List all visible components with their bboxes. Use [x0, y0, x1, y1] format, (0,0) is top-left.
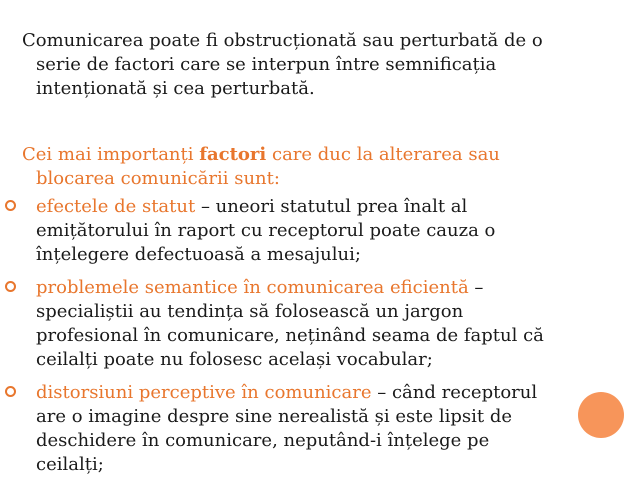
bullet-text — [36, 381, 596, 477]
bullet-line: înțelegere defectuoasă a mesajului; — [36, 244, 361, 265]
bullet-term: problemele semantice în comunicarea eficientă — [36, 277, 469, 298]
bullet-line: emițătorului în raport cu receptorul poate cauza o — [36, 220, 496, 241]
bullet-line: are o imagine despre sine nerealistă și este lipsit de — [36, 406, 512, 427]
bullet-term: efectele de statut — [36, 196, 196, 217]
bullet-rest: – uneori statutul prea înalt al — [195, 196, 468, 217]
heading-part-1: Cei mai importanți — [22, 144, 200, 165]
heading-bold-factori: factori — [199, 144, 267, 165]
bullet-line: ceilalți poate nu folosesc același vocabular; — [36, 349, 433, 370]
bullet-term: distorsiuni perceptive în comunicare — [36, 382, 372, 403]
heading-line-2: blocarea comunicării sunt: — [36, 168, 280, 189]
bullet-rest: – — [468, 277, 484, 298]
bullet-line: specialiștii au tendința să folosească un jargon — [36, 301, 464, 322]
bullet-line: profesional în comunicare, neținând seama de faptul că — [36, 325, 544, 346]
factors-heading — [22, 143, 592, 191]
bullet-rest: – când receptorul — [371, 382, 538, 403]
intro-line-3: intenționată și cea perturbată. — [36, 78, 315, 99]
bullet-line — [36, 195, 596, 219]
bullet-line — [36, 276, 596, 300]
intro-paragraph — [22, 29, 592, 101]
hollow-circle-bullet-icon — [5, 281, 16, 292]
bullet-text — [36, 276, 596, 372]
heading-part-2: care duc la alterarea sau — [266, 144, 500, 165]
bullet-line: ceilalți; — [36, 454, 104, 475]
hollow-circle-bullet-icon — [5, 386, 16, 397]
hollow-circle-bullet-icon — [5, 200, 16, 211]
intro-line-1: Comunicarea poate fi obstrucționată sau perturbată de o — [22, 30, 543, 51]
intro-line-2: serie de factori care se interpun între semnificația — [36, 54, 497, 75]
bullet-line: deschidere în comunicare, neputând-i înțelege pe — [36, 430, 490, 451]
bullet-line — [36, 381, 596, 405]
bullet-text — [36, 195, 596, 267]
orange-circle-decoration-icon — [578, 392, 624, 438]
